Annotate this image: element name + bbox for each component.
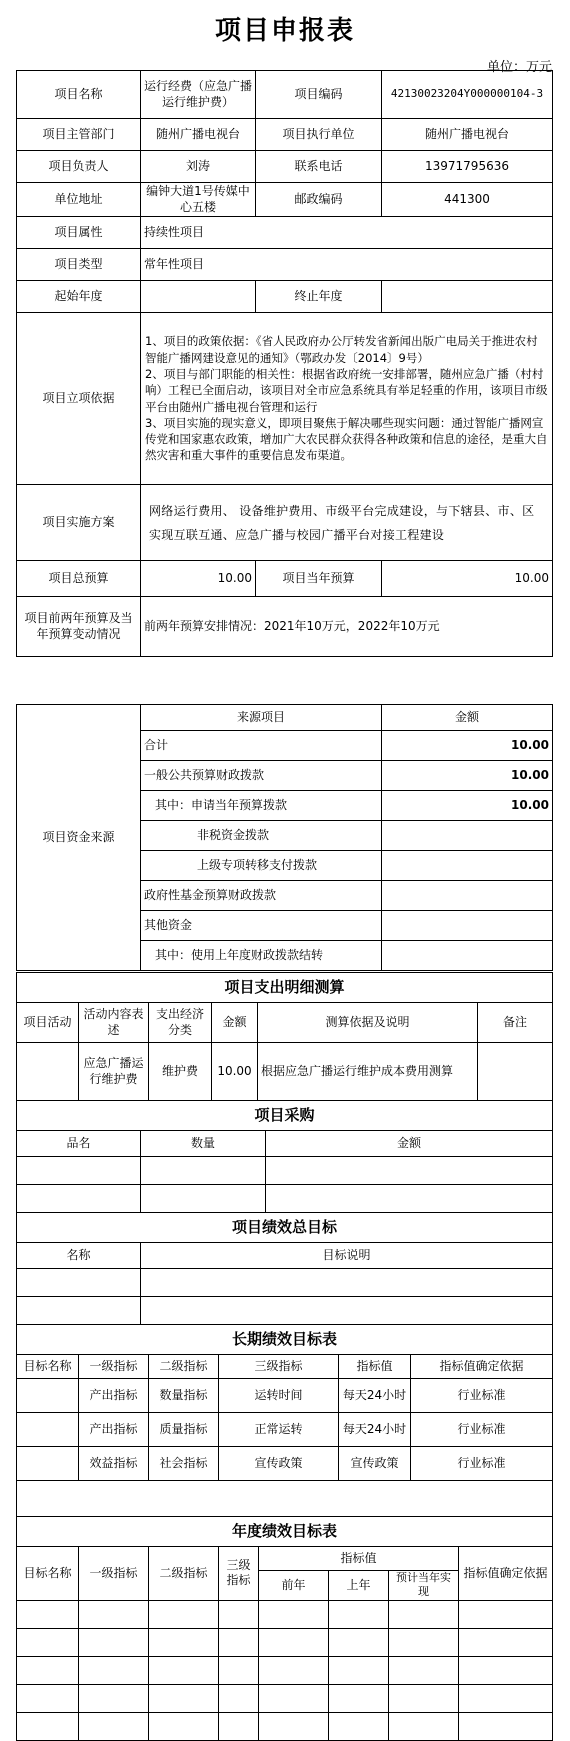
- annual-cell: [459, 1628, 553, 1656]
- executing-unit-value: 随州广播电视台: [382, 119, 553, 151]
- annual-cell: [17, 1600, 79, 1628]
- annual-header-value: 指标值: [259, 1547, 459, 1571]
- annual-cell: [329, 1656, 389, 1684]
- longterm-cell: [17, 1379, 79, 1413]
- project-attribute-label: 项目属性: [17, 217, 141, 249]
- funding-col-source: 来源项目: [141, 705, 382, 731]
- overall-goal-header: 名称: [17, 1243, 141, 1269]
- project-basis-label: 项目立项依据: [17, 313, 141, 485]
- annual-cell: [259, 1712, 329, 1740]
- funding-col-amount: 金额: [382, 705, 553, 731]
- annual-cell: [17, 1684, 79, 1712]
- project-code-label: 项目编码: [256, 71, 382, 119]
- executing-unit-label: 项目执行单位: [256, 119, 382, 151]
- annual-cell: [219, 1684, 259, 1712]
- longterm-header: 指标值确定依据: [411, 1355, 553, 1379]
- overall-goal-section-title: 项目绩效总目标: [17, 1213, 553, 1243]
- longterm-cell: [17, 1413, 79, 1447]
- funding-row-name: 合计: [141, 731, 382, 761]
- prior-budget-label: 项目前两年预算及当年预算变动情况: [17, 597, 141, 657]
- annual-cell: [79, 1684, 149, 1712]
- total-budget-label: 项目总预算: [17, 561, 141, 597]
- longterm-performance-table: [16, 1324, 553, 1517]
- annual-section-title: 年度绩效目标表: [17, 1517, 553, 1547]
- longterm-header: 一级指标: [79, 1355, 149, 1379]
- project-basis-text: 1、项目的政策依据：《省人民政府办公厅转发省新闻出版广电局关于推进农村智能广播网建设意见的通知》（鄂政办发〔2014〕9号） 2、项目与部门职能的相关性：根据省政府统一安排部署，随州应急广播（村村响）工程已全面启动，该项目对全市应急系统具有举足轻重的作用，该项目市级平台由随州广播电视台管理和运行 3、项目实施的现实意义，即项目聚焦于解决哪些现实问题：通过智能广播网宣传党和国家惠农政策，增加广大农民群众获得各种政策和信息的途径，是重大自然灾害和重大事件的重要信息发布渠道。: [141, 313, 553, 485]
- longterm-cell: [17, 1447, 79, 1481]
- project-type-label: 项目类型: [17, 249, 141, 281]
- expense-header: 项目活动: [17, 1003, 79, 1043]
- address-value: 编钟大道1号传媒中心五楼: [141, 183, 256, 217]
- overall-goal-cell: [17, 1269, 141, 1297]
- procurement-cell: [17, 1157, 141, 1185]
- annual-cell: [389, 1684, 459, 1712]
- annual-cell: [259, 1656, 329, 1684]
- page-title: 项目申报表: [214, 16, 355, 46]
- annual-cell: [329, 1712, 389, 1740]
- annual-cell: [459, 1600, 553, 1628]
- current-budget-value: 10.00: [382, 561, 553, 597]
- annual-header-expected: 预计当年实现: [389, 1571, 459, 1601]
- procurement-cell: [141, 1185, 266, 1213]
- start-year-value: [141, 281, 256, 313]
- longterm-section-title: 长期绩效目标表: [17, 1325, 553, 1355]
- phone-label: 联系电话: [256, 151, 382, 183]
- annual-cell: [459, 1656, 553, 1684]
- longterm-header: 三级指标: [219, 1355, 339, 1379]
- expense-cell: [478, 1043, 553, 1101]
- annual-cell: [259, 1628, 329, 1656]
- annual-cell: [389, 1712, 459, 1740]
- annual-cell: [17, 1628, 79, 1656]
- annual-cell: [149, 1656, 219, 1684]
- funding-row-amount: 10.00: [382, 791, 553, 821]
- funding-row-amount: 10.00: [382, 731, 553, 761]
- annual-cell: [329, 1684, 389, 1712]
- longterm-cell: 运转时间: [219, 1379, 339, 1413]
- project-type-value: 常年性项目: [141, 249, 553, 281]
- end-year-value: [382, 281, 553, 313]
- longterm-cell: 行业标准: [411, 1413, 553, 1447]
- expense-header: 活动内容表述: [79, 1003, 149, 1043]
- annual-header-basis: 指标值确定依据: [459, 1547, 553, 1601]
- unit-label: 单位：万元: [486, 60, 552, 75]
- funding-row-amount: 10.00: [382, 761, 553, 791]
- procurement-cell: [141, 1157, 266, 1185]
- overall-goal-cell: [141, 1269, 553, 1297]
- annual-header-l2: 二级指标: [149, 1547, 219, 1601]
- project-info-table: [16, 70, 553, 657]
- total-budget-value: 10.00: [141, 561, 256, 597]
- zip-value: 441300: [382, 183, 553, 217]
- project-name-value: 运行经费（应急广播运行维护费）: [141, 71, 256, 119]
- prior-budget-text: 前两年预算安排情况：2021年10万元，2022年10万元: [141, 597, 553, 657]
- procurement-header: 金额: [266, 1131, 553, 1157]
- funding-row-amount: [382, 821, 553, 851]
- procurement-cell: [266, 1157, 553, 1185]
- funding-row-name: 非税资金拨款: [141, 821, 382, 851]
- annual-cell: [259, 1684, 329, 1712]
- current-budget-label: 项目当年预算: [256, 561, 382, 597]
- end-year-label: 终止年度: [256, 281, 382, 313]
- project-leader-label: 项目负责人: [17, 151, 141, 183]
- project-attribute-value: 持续性项目: [141, 217, 553, 249]
- annual-cell: [79, 1656, 149, 1684]
- annual-header-last: 上年: [329, 1571, 389, 1601]
- annual-header-prev: 前年: [259, 1571, 329, 1601]
- annual-cell: [389, 1628, 459, 1656]
- annual-cell: [219, 1600, 259, 1628]
- annual-cell: [459, 1712, 553, 1740]
- expense-header: 测算依据及说明: [258, 1003, 478, 1043]
- funding-row-amount: [382, 911, 553, 941]
- annual-header-l1: 一级指标: [79, 1547, 149, 1601]
- expense-cell: 应急广播运行维护费: [79, 1043, 149, 1101]
- expense-cell: 10.00: [212, 1043, 258, 1101]
- overall-goal-cell: [17, 1297, 141, 1325]
- annual-cell: [389, 1656, 459, 1684]
- start-year-label: 起始年度: [17, 281, 141, 313]
- funding-row-name: 其中：使用上年度财政拨款结转: [141, 941, 382, 971]
- annual-cell: [329, 1600, 389, 1628]
- overall-goal-header: 目标说明: [141, 1243, 553, 1269]
- longterm-cell: 行业标准: [411, 1379, 553, 1413]
- supervising-dept-label: 项目主管部门: [17, 119, 141, 151]
- annual-cell: [459, 1684, 553, 1712]
- funding-row-amount: [382, 881, 553, 911]
- annual-cell: [79, 1712, 149, 1740]
- procurement-cell: [17, 1185, 141, 1213]
- annual-header-l3: 三级指标: [219, 1547, 259, 1601]
- annual-cell: [389, 1600, 459, 1628]
- longterm-cell: 质量指标: [149, 1413, 219, 1447]
- longterm-cell: 效益指标: [79, 1447, 149, 1481]
- expense-header: 支出经济分类: [149, 1003, 212, 1043]
- address-label: 单位地址: [17, 183, 141, 217]
- funding-row-amount: [382, 941, 553, 971]
- funding-row-name: 上级专项转移支付拨款: [141, 851, 382, 881]
- longterm-cell: 产出指标: [79, 1413, 149, 1447]
- annual-cell: [219, 1712, 259, 1740]
- annual-cell: [329, 1628, 389, 1656]
- longterm-cell: 宣传政策: [339, 1447, 411, 1481]
- longterm-cell: 行业标准: [411, 1447, 553, 1481]
- annual-cell: [17, 1712, 79, 1740]
- project-leader-value: 刘涛: [141, 151, 256, 183]
- annual-cell: [149, 1600, 219, 1628]
- overall-goal-table: [16, 1212, 553, 1325]
- annual-cell: [149, 1712, 219, 1740]
- annual-cell: [79, 1600, 149, 1628]
- zip-label: 邮政编码: [256, 183, 382, 217]
- procurement-header: 品名: [17, 1131, 141, 1157]
- annual-cell: [79, 1628, 149, 1656]
- annual-cell: [219, 1628, 259, 1656]
- annual-header-name: 目标名称: [17, 1547, 79, 1601]
- expense-cell: 根据应急广播运行维护成本费用测算: [258, 1043, 478, 1101]
- funding-row-name: 一般公共预算财政拨款: [141, 761, 382, 791]
- procurement-section-title: 项目采购: [17, 1101, 553, 1131]
- funding-row-amount: [382, 851, 553, 881]
- expense-cell: [17, 1043, 79, 1101]
- longterm-cell: 社会指标: [149, 1447, 219, 1481]
- supervising-dept-value: 随州广播电视台: [141, 119, 256, 151]
- longterm-cell: 宣传政策: [219, 1447, 339, 1481]
- procurement-table: [16, 1100, 553, 1213]
- annual-performance-table: [16, 1516, 553, 1741]
- annual-cell: [149, 1628, 219, 1656]
- expense-detail-table: [16, 972, 553, 1101]
- funding-row-name: 政府性基金预算财政拨款: [141, 881, 382, 911]
- procurement-cell: [266, 1185, 553, 1213]
- funding-row-name: 其他资金: [141, 911, 382, 941]
- longterm-cell: 数量指标: [149, 1379, 219, 1413]
- longterm-cell: 每天24小时: [339, 1413, 411, 1447]
- longterm-cell: 每天24小时: [339, 1379, 411, 1413]
- expense-cell: 维护费: [149, 1043, 212, 1101]
- longterm-header: 二级指标: [149, 1355, 219, 1379]
- annual-cell: [17, 1656, 79, 1684]
- longterm-cell: 正常运转: [219, 1413, 339, 1447]
- procurement-header: 数量: [141, 1131, 266, 1157]
- overall-goal-cell: [141, 1297, 553, 1325]
- longterm-cell: 产出指标: [79, 1379, 149, 1413]
- funding-row-name: 其中：申请当年预算拨款: [141, 791, 382, 821]
- funding-source-table: [16, 704, 553, 971]
- funding-source-label: 项目资金来源: [17, 705, 141, 971]
- expense-header: 备注: [478, 1003, 553, 1043]
- annual-cell: [219, 1656, 259, 1684]
- project-code-value: 42130023204Y000000104-3: [382, 71, 553, 119]
- longterm-spacer-row: [17, 1481, 553, 1517]
- implementation-plan-label: 项目实施方案: [17, 485, 141, 561]
- longterm-header: 目标名称: [17, 1355, 79, 1379]
- phone-value: 13971795636: [382, 151, 553, 183]
- longterm-header: 指标值: [339, 1355, 411, 1379]
- implementation-plan-text: 网络运行费用、 设备维护费用、市级平台完成建设，与下辖县、市、区实现互联互通、应急广播与校园广播平台对接工程建设: [141, 485, 553, 561]
- expense-section-title: 项目支出明细测算: [17, 973, 553, 1003]
- project-name-label: 项目名称: [17, 71, 141, 119]
- expense-header: 金额: [212, 1003, 258, 1043]
- annual-cell: [259, 1600, 329, 1628]
- annual-cell: [149, 1684, 219, 1712]
